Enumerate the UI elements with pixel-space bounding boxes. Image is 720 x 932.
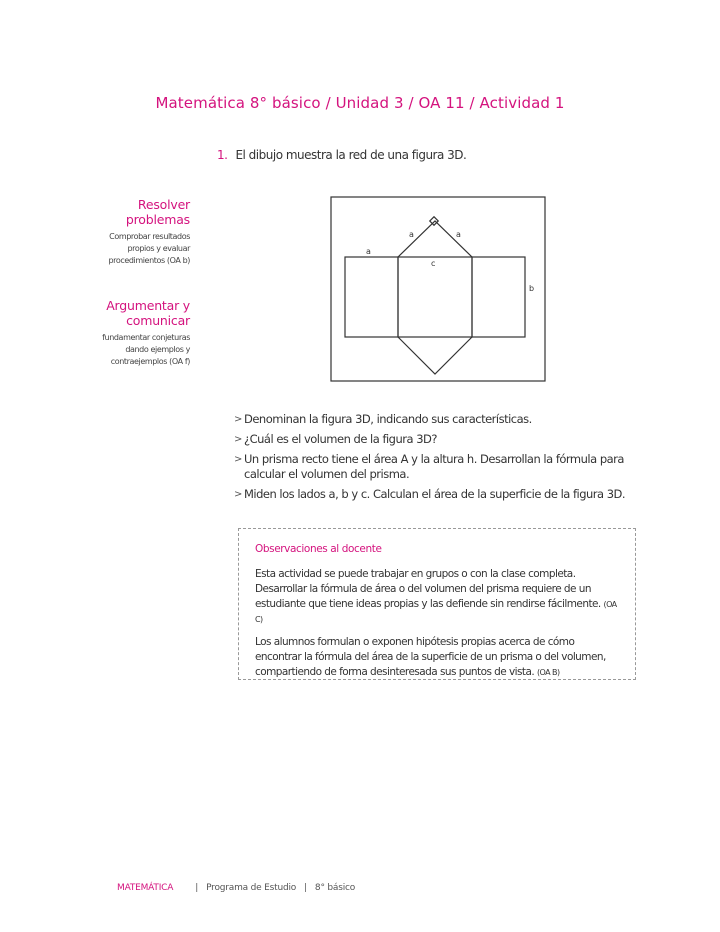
skill-desc-line: contraejemplos (OA f) — [110, 357, 190, 366]
question-number: 1. — [217, 148, 228, 162]
observation-text: Esta actividad se puede trabajar en grupos o con la clase completa. Desarrollar la fórmula de área o del volumen del prisma requiere de un estudiante que tiene ideas propias y las defiende sin rendirse fácilmente. — [255, 568, 604, 610]
label-slant-right: a — [456, 230, 461, 239]
skill-desc-line: propios y evaluar — [127, 244, 190, 253]
footer-separator: | — [304, 883, 307, 893]
skill-description — [70, 231, 190, 267]
chevron-right-icon: > — [234, 489, 242, 500]
label-right-side: b — [529, 284, 535, 293]
footer-separator: | — [195, 883, 199, 893]
page-footer — [117, 883, 355, 893]
question-text: El dibujo muestra la red de una figura 3D. — [235, 148, 467, 162]
skill-heading-line: comunicar — [126, 313, 190, 328]
skill-heading-line: Argumentar y — [106, 298, 190, 313]
prism-net-diagram — [330, 196, 548, 384]
skill-desc-line: fundamentar conjeturas — [102, 333, 190, 342]
chevron-right-icon: > — [234, 434, 242, 445]
label-top-left: a — [366, 247, 371, 256]
list-item-text: ¿Cuál es el volumen de la figura 3D? — [244, 432, 437, 446]
skill-desc-line: Comprobar resultados — [109, 232, 190, 241]
skill-heading — [70, 197, 190, 227]
list-item-text: Un prisma recto tiene el área A y la altura h. Desarrollan la fórmula para calcular el volumen del prisma. — [244, 452, 624, 481]
activity-list — [234, 412, 654, 507]
observation-text: Los alumnos formulan o exponen hipótesis propias acerca de cómo encontrar la fórmula del área de la superficie de un prisma o del volumen, compartiendo de forma desinteresada sus puntos de vista. — [255, 636, 606, 678]
footer-brand: MATEMÁTICA — [117, 883, 174, 893]
observation-paragraph — [255, 635, 619, 680]
skill-heading-line: Resolver — [137, 197, 190, 212]
question-1 — [217, 148, 466, 162]
teacher-observations-box — [238, 528, 636, 680]
skill-heading — [70, 298, 190, 328]
label-middle-top: c — [431, 259, 436, 268]
chevron-right-icon: > — [234, 454, 242, 465]
list-item — [234, 432, 654, 447]
list-item — [234, 452, 654, 482]
chevron-right-icon: > — [234, 414, 242, 425]
skill-description — [70, 332, 190, 368]
face-middle — [398, 257, 472, 337]
list-item — [234, 412, 654, 427]
skill-desc-line: procedimientos (OA b) — [108, 256, 190, 265]
face-left — [345, 257, 398, 337]
page-title: Matemática 8° básico / Unidad 3 / OA 11 / Actividad 1 — [155, 94, 565, 112]
skill-resolver-problemas — [70, 197, 190, 267]
observations-heading: Observaciones al docente — [255, 543, 382, 555]
oa-reference: (OA C) — [255, 600, 617, 624]
footer-program: Programa de Estudio — [206, 883, 297, 893]
list-item-text: Miden los lados a, b y c. Calculan el área de la superficie de la figura 3D. — [244, 487, 626, 501]
face-bottom-triangle — [398, 337, 472, 374]
face-top-triangle — [398, 221, 472, 257]
footer-grade: 8° básico — [314, 883, 356, 893]
oa-reference: (OA B) — [536, 668, 560, 677]
skill-argumentar-comunicar — [70, 298, 190, 368]
skill-desc-line: dando ejemplos y — [125, 345, 190, 354]
list-item-text: Denominan la figura 3D, indicando sus características. — [244, 412, 532, 426]
label-slant-left: a — [409, 230, 414, 239]
observation-paragraph — [255, 567, 619, 627]
skill-heading-line: problemas — [125, 212, 190, 227]
right-angle-mark — [430, 217, 438, 225]
face-right — [472, 257, 525, 337]
list-item — [234, 487, 654, 502]
